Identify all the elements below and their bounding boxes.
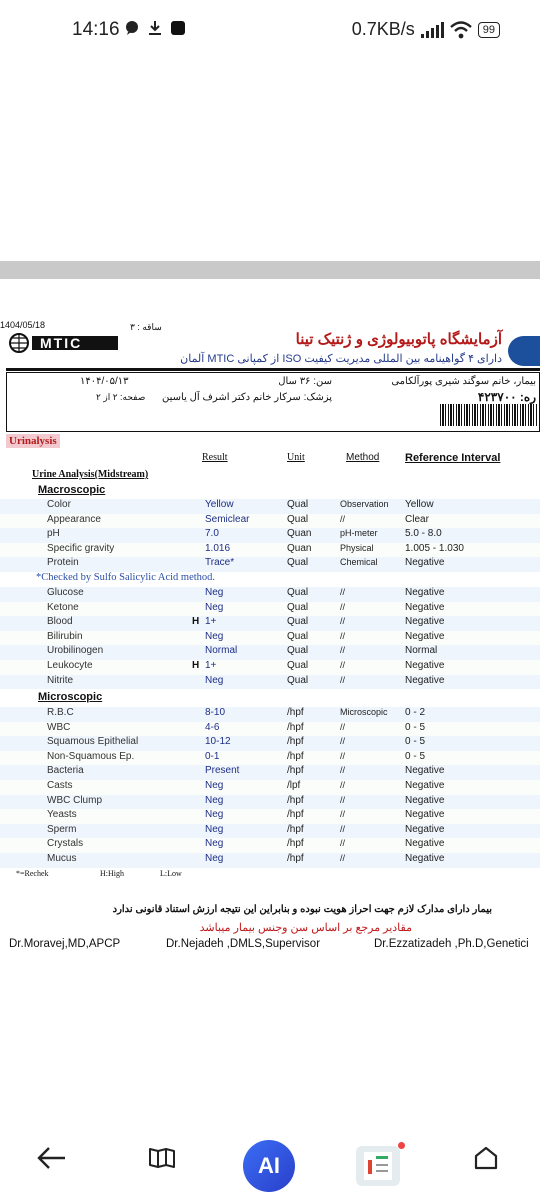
lab-name: آزمایشگاه پاتوبیولوژی و ژنتیک تینا bbox=[295, 331, 502, 348]
test-name: Casts bbox=[47, 780, 73, 791]
legend-recheck: *=Rechek bbox=[16, 869, 49, 878]
page-count: ساقه : ۳ bbox=[130, 322, 162, 332]
legend-high: H:High bbox=[100, 869, 124, 878]
reference-value: Negative bbox=[405, 765, 445, 777]
method-value: // bbox=[340, 513, 346, 524]
reader-button[interactable] bbox=[140, 1136, 184, 1180]
notification-dot bbox=[398, 1142, 405, 1149]
doctor-name: پزشک: سرکار خانم دکتر اشرف آل یاسین bbox=[162, 392, 332, 403]
method-value: // bbox=[340, 750, 346, 761]
table-row bbox=[0, 751, 540, 766]
result-value: Neg bbox=[205, 780, 224, 791]
method-value: // bbox=[340, 630, 346, 641]
wifi-icon bbox=[450, 21, 472, 39]
test-name: Mucus bbox=[47, 853, 77, 864]
home-button[interactable] bbox=[464, 1136, 508, 1180]
test-name: Squamous Epithelial bbox=[47, 736, 139, 748]
test-name: pH bbox=[47, 528, 60, 540]
test-name: Protein bbox=[47, 557, 79, 569]
arrow-left-icon bbox=[37, 1146, 67, 1170]
home-icon bbox=[472, 1144, 500, 1172]
method-value: Physical bbox=[340, 542, 374, 553]
test-name: Appearance bbox=[47, 513, 101, 525]
table-row bbox=[0, 736, 540, 751]
method-value: // bbox=[340, 587, 346, 597]
test-name: Yeasts bbox=[47, 809, 77, 821]
result-value: Neg bbox=[205, 794, 224, 806]
test-name: Ketone bbox=[47, 601, 79, 613]
method-value: // bbox=[340, 721, 346, 732]
test-name: Color bbox=[47, 499, 71, 510]
unit-value: /hpf bbox=[287, 750, 304, 762]
method-value: // bbox=[340, 660, 346, 670]
table-row bbox=[0, 587, 540, 602]
result-value: Neg bbox=[205, 823, 224, 835]
chat-icon bbox=[124, 20, 140, 36]
method-value: // bbox=[340, 823, 346, 834]
reference-value: Clear bbox=[405, 513, 429, 525]
result-value: 1.016 bbox=[205, 542, 231, 554]
col-unit: Unit bbox=[287, 452, 305, 463]
table-row bbox=[0, 616, 540, 631]
clock: 14:16 bbox=[72, 19, 120, 40]
result-value: Neg bbox=[205, 674, 224, 686]
test-name: Bilirubin bbox=[47, 630, 83, 642]
col-reference: Reference Interval bbox=[405, 452, 501, 464]
unit-value: Qual bbox=[287, 557, 309, 569]
method-value: // bbox=[340, 601, 346, 612]
reference-value: Negative bbox=[405, 809, 445, 821]
method-value: // bbox=[340, 838, 346, 849]
reference-value: 0 - 5 bbox=[405, 736, 426, 748]
table-row bbox=[0, 557, 540, 572]
col-result: Result bbox=[202, 452, 228, 463]
mtic-logo bbox=[8, 332, 120, 354]
system-icons bbox=[352, 19, 500, 40]
header-rule bbox=[6, 368, 540, 371]
table-row bbox=[0, 707, 540, 722]
result-value: Neg bbox=[205, 838, 224, 850]
app-icon bbox=[170, 20, 186, 36]
patient-age: سن: ۳۶ سال bbox=[278, 376, 332, 387]
logo-text: MTIC bbox=[40, 335, 83, 351]
result-value: Yellow bbox=[205, 499, 234, 510]
table-row bbox=[0, 631, 540, 646]
network-speed: 0.7KB/s bbox=[351, 19, 415, 39]
result-flag: H bbox=[192, 616, 200, 628]
signature-3: Dr.Ezzatizadeh ,Ph.D,Genetici bbox=[374, 938, 529, 950]
lab-subtitle: دارای ۴ گواهینامه بین المللی مدیریت کیفیت ISO از کمپانی MTIC آلمان bbox=[180, 353, 502, 365]
unit-value: /hpf bbox=[287, 853, 304, 864]
patient-name: بیمار، خانم سوگند شیری پورآلکامی bbox=[391, 376, 536, 387]
test-name: Bacteria bbox=[47, 765, 84, 777]
result-flag: H bbox=[192, 660, 200, 671]
reference-value: 0 - 2 bbox=[405, 707, 426, 718]
test-name: Urobilinogen bbox=[47, 645, 104, 657]
method-value: // bbox=[340, 616, 346, 627]
unit-value: Qual bbox=[287, 513, 309, 525]
result-value: Present bbox=[205, 765, 240, 777]
col-method: Method bbox=[346, 452, 380, 463]
method-value: Microscopic bbox=[340, 707, 388, 717]
unit-value: /hpf bbox=[287, 809, 304, 821]
unit-value: /hpf bbox=[287, 721, 304, 733]
table-row bbox=[0, 514, 540, 529]
disclaimer: بیمار دارای مدارک لازم جهت احراز هویت نبوده و بنابراین این نتیجه ارزش استناد قانونی ندارد bbox=[112, 904, 492, 915]
reference-value: Negative bbox=[405, 557, 445, 569]
reference-value: 5.0 - 8.0 bbox=[405, 528, 442, 540]
book-icon bbox=[148, 1146, 176, 1170]
tab-thumbnail[interactable] bbox=[356, 1146, 400, 1186]
table-row bbox=[0, 660, 540, 675]
method-value: Observation bbox=[340, 499, 389, 509]
status-bar bbox=[0, 0, 540, 62]
result-value: Neg bbox=[205, 587, 224, 598]
reference-value: Negative bbox=[405, 587, 445, 598]
table-row bbox=[0, 645, 540, 660]
reference-value: Normal bbox=[405, 645, 438, 657]
barcode bbox=[440, 404, 538, 426]
test-name: Sperm bbox=[47, 823, 77, 835]
lab-logo bbox=[508, 336, 540, 366]
test-name: WBC Clump bbox=[47, 794, 103, 806]
unit-value: /hpf bbox=[287, 838, 304, 850]
table-row bbox=[0, 780, 540, 795]
lab-report bbox=[0, 318, 540, 978]
result-value: 8-10 bbox=[205, 707, 226, 718]
test-name: Blood bbox=[47, 616, 73, 628]
table-row bbox=[0, 602, 540, 617]
method-value: // bbox=[340, 809, 346, 820]
method-value: // bbox=[340, 765, 346, 776]
reference-value: Negative bbox=[405, 616, 445, 628]
table-row bbox=[0, 675, 540, 690]
signal-icon bbox=[421, 22, 444, 38]
unit-value: /hpf bbox=[287, 707, 304, 718]
reference-value: Negative bbox=[405, 853, 445, 864]
unit-value: Qual bbox=[287, 630, 309, 642]
reference-value: Negative bbox=[405, 660, 445, 671]
reference-note: مقادیر مرجع بر اساس سن وجنس بیمار میباشد bbox=[199, 922, 412, 934]
section-urinalysis: Urinalysis bbox=[6, 434, 60, 448]
bottom-nav bbox=[0, 1128, 540, 1200]
table-row bbox=[0, 765, 540, 780]
table-row bbox=[0, 543, 540, 558]
test-name: Specific gravity bbox=[47, 542, 115, 554]
microscopic-title: Microscopic bbox=[38, 691, 103, 703]
reference-value: Negative bbox=[405, 780, 445, 791]
page-thumbnail-icon bbox=[356, 1146, 400, 1186]
method-value: Chemical bbox=[340, 557, 378, 568]
unit-value: Qual bbox=[287, 616, 309, 628]
table-row bbox=[0, 824, 540, 839]
result-value: 0-1 bbox=[205, 750, 220, 762]
unit-value: Qual bbox=[287, 645, 309, 657]
result-value: 7.0 bbox=[205, 528, 219, 540]
unit-value: Qual bbox=[287, 499, 309, 510]
macroscopic-title: Macroscopic bbox=[38, 484, 106, 496]
result-value: 4-6 bbox=[205, 721, 220, 733]
test-name: Nitrite bbox=[47, 674, 74, 686]
reference-value: Negative bbox=[405, 630, 445, 642]
reference-value: Negative bbox=[405, 674, 445, 686]
test-name: R.B.C bbox=[47, 707, 74, 718]
result-value: Trace* bbox=[205, 557, 235, 569]
reference-value: Negative bbox=[405, 601, 445, 613]
method-value: // bbox=[340, 645, 346, 656]
back-button[interactable] bbox=[30, 1136, 74, 1180]
test-name: Crystals bbox=[47, 838, 84, 850]
method-value: // bbox=[340, 674, 346, 685]
unit-value: /hpf bbox=[287, 823, 304, 835]
unit-value: /hpf bbox=[287, 736, 304, 748]
table-row bbox=[0, 722, 540, 737]
page-info: صفحه: ۲ از ۲ bbox=[96, 392, 146, 402]
page-separator bbox=[0, 261, 540, 279]
reference-value: Negative bbox=[405, 823, 445, 835]
test-name: WBC bbox=[47, 721, 71, 733]
test-name: Glucose bbox=[47, 587, 84, 598]
reference-value: Negative bbox=[405, 794, 445, 806]
result-value: Neg bbox=[205, 853, 224, 864]
method-value: pH-meter bbox=[340, 528, 378, 539]
reference-value: 1.005 - 1.030 bbox=[405, 542, 464, 554]
method-value: // bbox=[340, 794, 346, 805]
unit-value: /hpf bbox=[287, 765, 304, 777]
test-name: Leukocyte bbox=[47, 660, 93, 671]
table-row bbox=[0, 795, 540, 810]
reception-no: ره: ۴۲۳۷۰۰ bbox=[477, 390, 536, 404]
legend-low: L:Low bbox=[160, 869, 182, 878]
unit-value: Quan bbox=[287, 542, 312, 554]
reference-value: Yellow bbox=[405, 499, 434, 510]
signature-1: Dr.Moravej,MD,APCP bbox=[9, 938, 121, 950]
unit-value: Qual bbox=[287, 660, 309, 671]
table-row bbox=[0, 838, 540, 853]
group-title: Urine Analysis(Midstream) bbox=[32, 469, 149, 480]
method-value: // bbox=[340, 736, 346, 747]
report-date: 1404/05/18 bbox=[0, 320, 46, 330]
ai-button[interactable]: AI bbox=[243, 1140, 295, 1192]
result-value: 1+ bbox=[205, 660, 217, 671]
result-value: 10-12 bbox=[205, 736, 231, 748]
battery-icon: 99 bbox=[478, 22, 500, 38]
visit-date: ۱۴۰۴/۰۵/۱۳ bbox=[80, 376, 129, 387]
unit-value: Qual bbox=[287, 674, 309, 686]
test-name: Non-Squamous Ep. bbox=[47, 750, 135, 762]
protein-note: *Checked by Sulfo Salicylic Acid method. bbox=[36, 572, 216, 583]
result-value: 1+ bbox=[205, 616, 217, 628]
reference-value: 0 - 5 bbox=[405, 721, 426, 733]
unit-value: Quan bbox=[287, 528, 312, 540]
table-row bbox=[0, 499, 540, 514]
reference-value: Negative bbox=[405, 838, 445, 850]
method-value: // bbox=[340, 853, 346, 863]
result-value: Normal bbox=[205, 645, 238, 657]
table-row bbox=[0, 853, 540, 868]
result-value: Semiclear bbox=[205, 513, 250, 525]
result-value: Neg bbox=[205, 809, 224, 821]
notification-icons bbox=[124, 20, 186, 36]
table-row bbox=[0, 528, 540, 543]
unit-value: Qual bbox=[287, 587, 309, 598]
reference-value: 0 - 5 bbox=[405, 750, 426, 762]
download-icon bbox=[148, 20, 162, 36]
unit-value: /lpf bbox=[287, 780, 301, 791]
unit-value: /hpf bbox=[287, 794, 304, 806]
result-value: Neg bbox=[205, 601, 224, 613]
table-row bbox=[0, 809, 540, 824]
method-value: // bbox=[340, 780, 346, 790]
unit-value: Qual bbox=[287, 601, 309, 613]
signature-2: Dr.Nejadeh ,DMLS,Supervisor bbox=[166, 938, 321, 950]
result-value: Neg bbox=[205, 630, 224, 642]
